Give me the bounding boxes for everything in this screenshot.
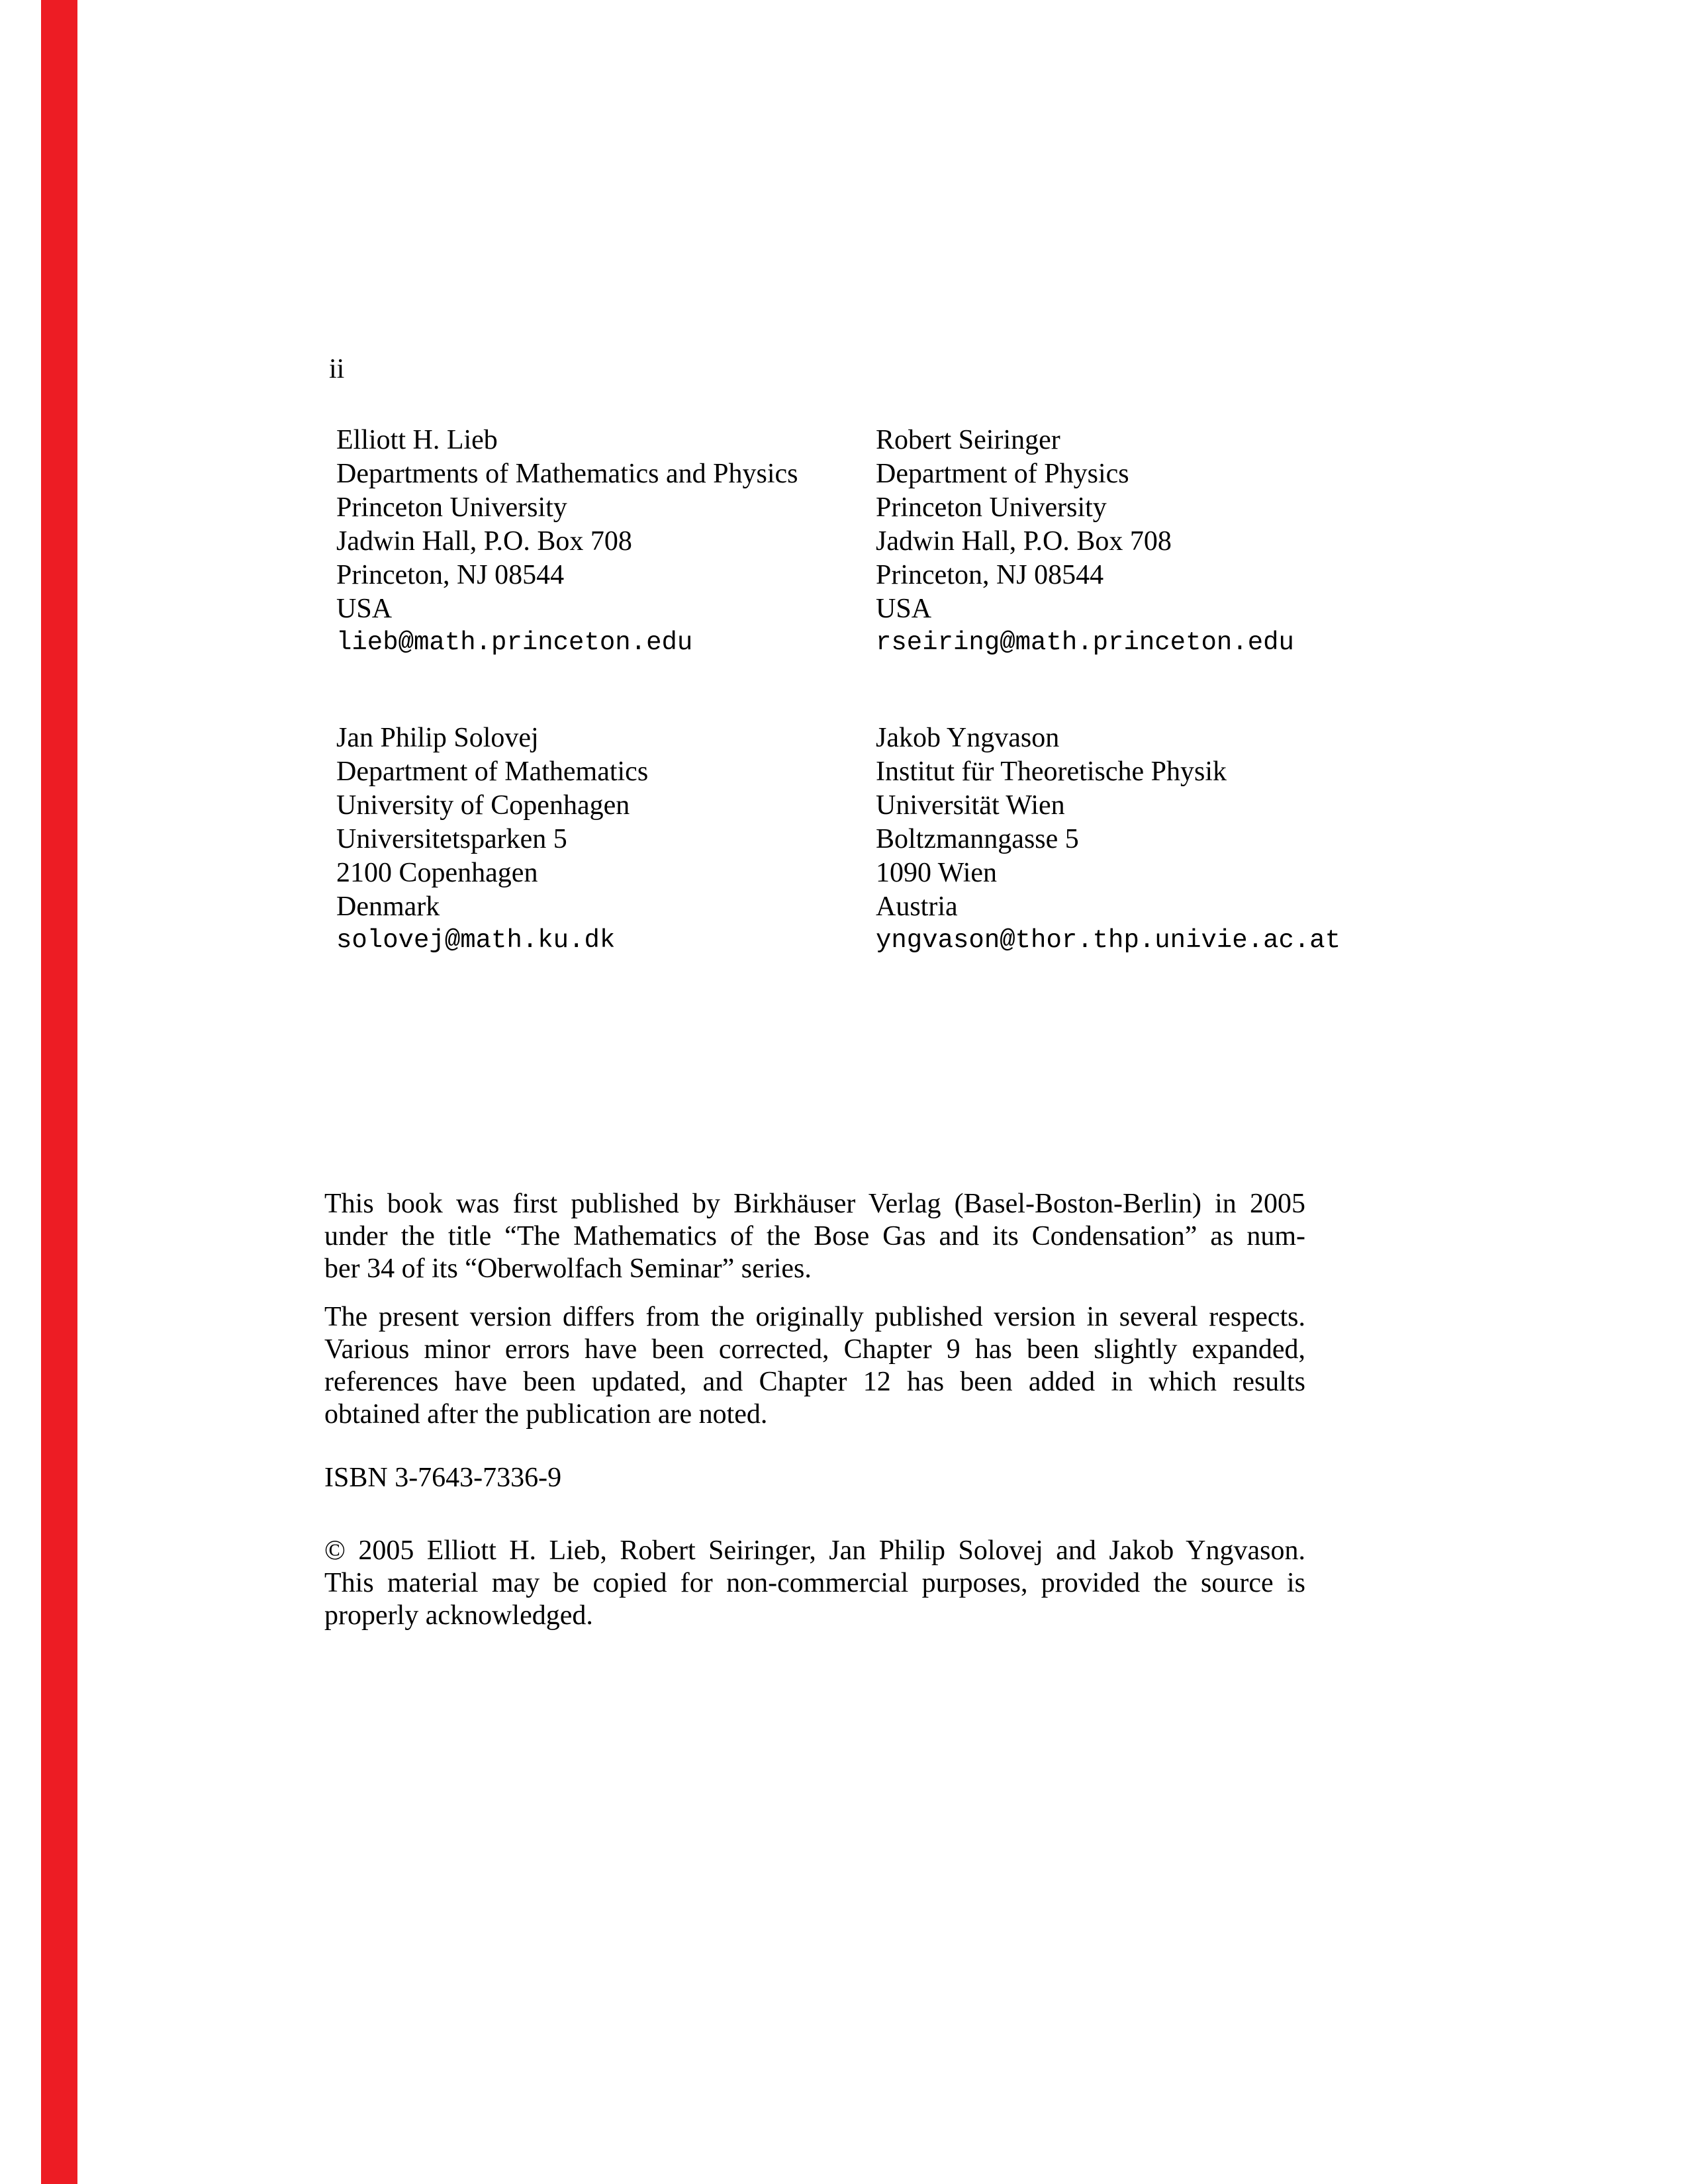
author-affiliation-line: Jadwin Hall, P.O. Box 708 — [336, 526, 632, 557]
author-block — [336, 721, 648, 958]
paragraph-line: © 2005 Elliott H. Lieb, Robert Seiringer, Jan Philip Solovej and Jakob Yngvason. — [324, 1535, 1305, 1566]
author-affiliation-line: Jadwin Hall, P.O. Box 708 — [876, 526, 1172, 557]
author-affiliation-line: Princeton University — [876, 492, 1107, 523]
author-affiliation-line: Departments of Mathematics and Physics — [336, 459, 798, 489]
author-email: lieb@math.princeton.edu — [336, 628, 693, 657]
author-affiliation-line: 1090 Wien — [876, 858, 998, 888]
author-email: rseiring@math.princeton.edu — [876, 628, 1294, 657]
paragraph-line: properly acknowledged. — [324, 1600, 593, 1631]
author-affiliation-line: Princeton, NJ 08544 — [876, 560, 1104, 590]
author-name: Jan Philip Solovej — [336, 723, 539, 753]
author-affiliation-line: USA — [876, 594, 932, 624]
copyright-paragraph — [324, 1535, 1305, 1632]
paragraph-line: ber 34 of its “Oberwolfach Seminar” series. — [324, 1253, 812, 1284]
paragraph-line: obtained after the publication are noted. — [324, 1399, 768, 1430]
author-email: solovej@math.ku.dk — [336, 926, 616, 955]
author-affiliation-line: Denmark — [336, 891, 440, 922]
author-affiliation-line: Institut für Theoretische Physik — [876, 756, 1227, 787]
author-affiliation-line: Universitetsparken 5 — [336, 824, 567, 854]
paragraph-line: references have been updated, and Chapter 12 has been added in which results — [324, 1367, 1305, 1397]
author-affiliation-line: USA — [336, 594, 393, 624]
author-affiliation-line: Austria — [876, 891, 958, 922]
paragraph-line: The present version differs from the originally published version in several respects. — [324, 1302, 1305, 1332]
paragraph-line: Various minor errors have been corrected, Chapter 9 has been slightly expanded, — [324, 1334, 1305, 1365]
author-name: Robert Seiringer — [876, 425, 1060, 455]
author-affiliation-line: University of Copenhagen — [336, 790, 630, 821]
author-name: Elliott H. Lieb — [336, 425, 498, 455]
red-spine-strip — [41, 0, 77, 2184]
publication-paragraph — [324, 1188, 1305, 1285]
author-block — [336, 424, 798, 660]
author-block — [876, 721, 1340, 958]
author-affiliation-line: Princeton, NJ 08544 — [336, 560, 565, 590]
author-affiliation-line: Boltzmanngasse 5 — [876, 824, 1079, 854]
author-affiliation-line: Department of Physics — [876, 459, 1129, 489]
paragraph-line: This material may be copied for non-commercial purposes, provided the source is — [324, 1568, 1305, 1598]
isbn-line: ISBN 3-7643-7336-9 — [324, 1463, 562, 1493]
author-affiliation-line: Department of Mathematics — [336, 756, 649, 787]
author-affiliation-line: Princeton University — [336, 492, 567, 523]
author-block — [876, 424, 1294, 660]
author-affiliation-line: 2100 Copenhagen — [336, 858, 538, 888]
paragraph-line: under the title “The Mathematics of the Bose Gas and its Condensation” as num- — [324, 1221, 1305, 1251]
version-note-paragraph — [324, 1301, 1305, 1431]
page-number: ii — [329, 354, 345, 385]
author-email: yngvason@thor.thp.univie.ac.at — [876, 926, 1341, 955]
author-name: Jakob Yngvason — [876, 723, 1060, 753]
author-affiliation-line: Universität Wien — [876, 790, 1065, 821]
paragraph-line: This book was first published by Birkhäuser Verlag (Basel-Boston-Berlin) in 2005 — [324, 1189, 1305, 1219]
